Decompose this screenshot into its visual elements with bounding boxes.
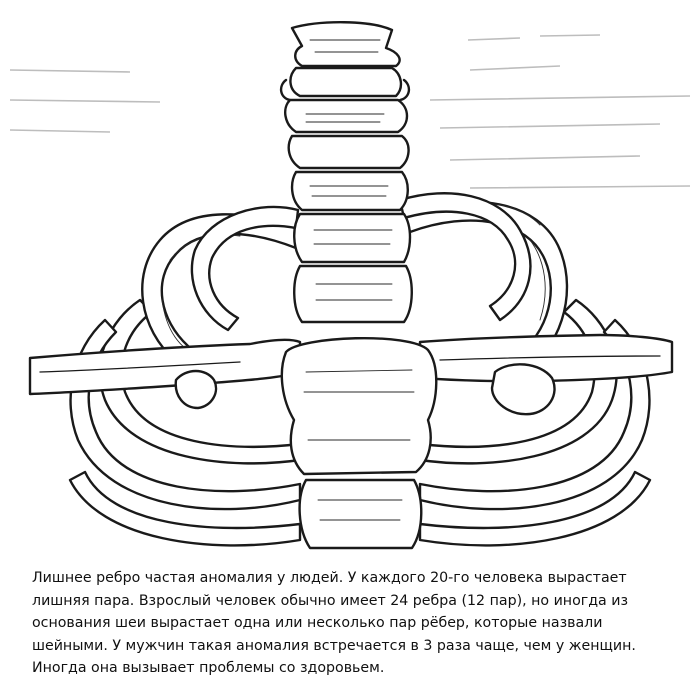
bone-node-left <box>176 371 216 408</box>
caption-line-5: Иногда она вызывает проблемы со здоровьем. <box>32 660 385 677</box>
cervical-vertebrae <box>281 22 409 210</box>
clavicle-left <box>30 340 300 394</box>
lower-ribs-left <box>70 300 300 545</box>
caption-line-3: основания шеи вырастает одна или несколько пар рёбер, которые назвали <box>32 615 603 632</box>
bone-node-right <box>492 364 555 414</box>
caption-line-4: шейными. У мужчин такая аномалия встречается в 3 раза чаще, чем у женщин. <box>32 637 636 654</box>
caption-line-1: Лишнее ребро частая аномалия у людей. У каждого 20-го человека вырастает <box>32 570 627 586</box>
thoracic-vertebrae <box>282 214 436 548</box>
caption-line-2: лишняя пара. Взрослый человек обычно имеет 24 ребра (12 пар), но иногда из <box>32 592 628 609</box>
caption-text <box>32 567 694 680</box>
